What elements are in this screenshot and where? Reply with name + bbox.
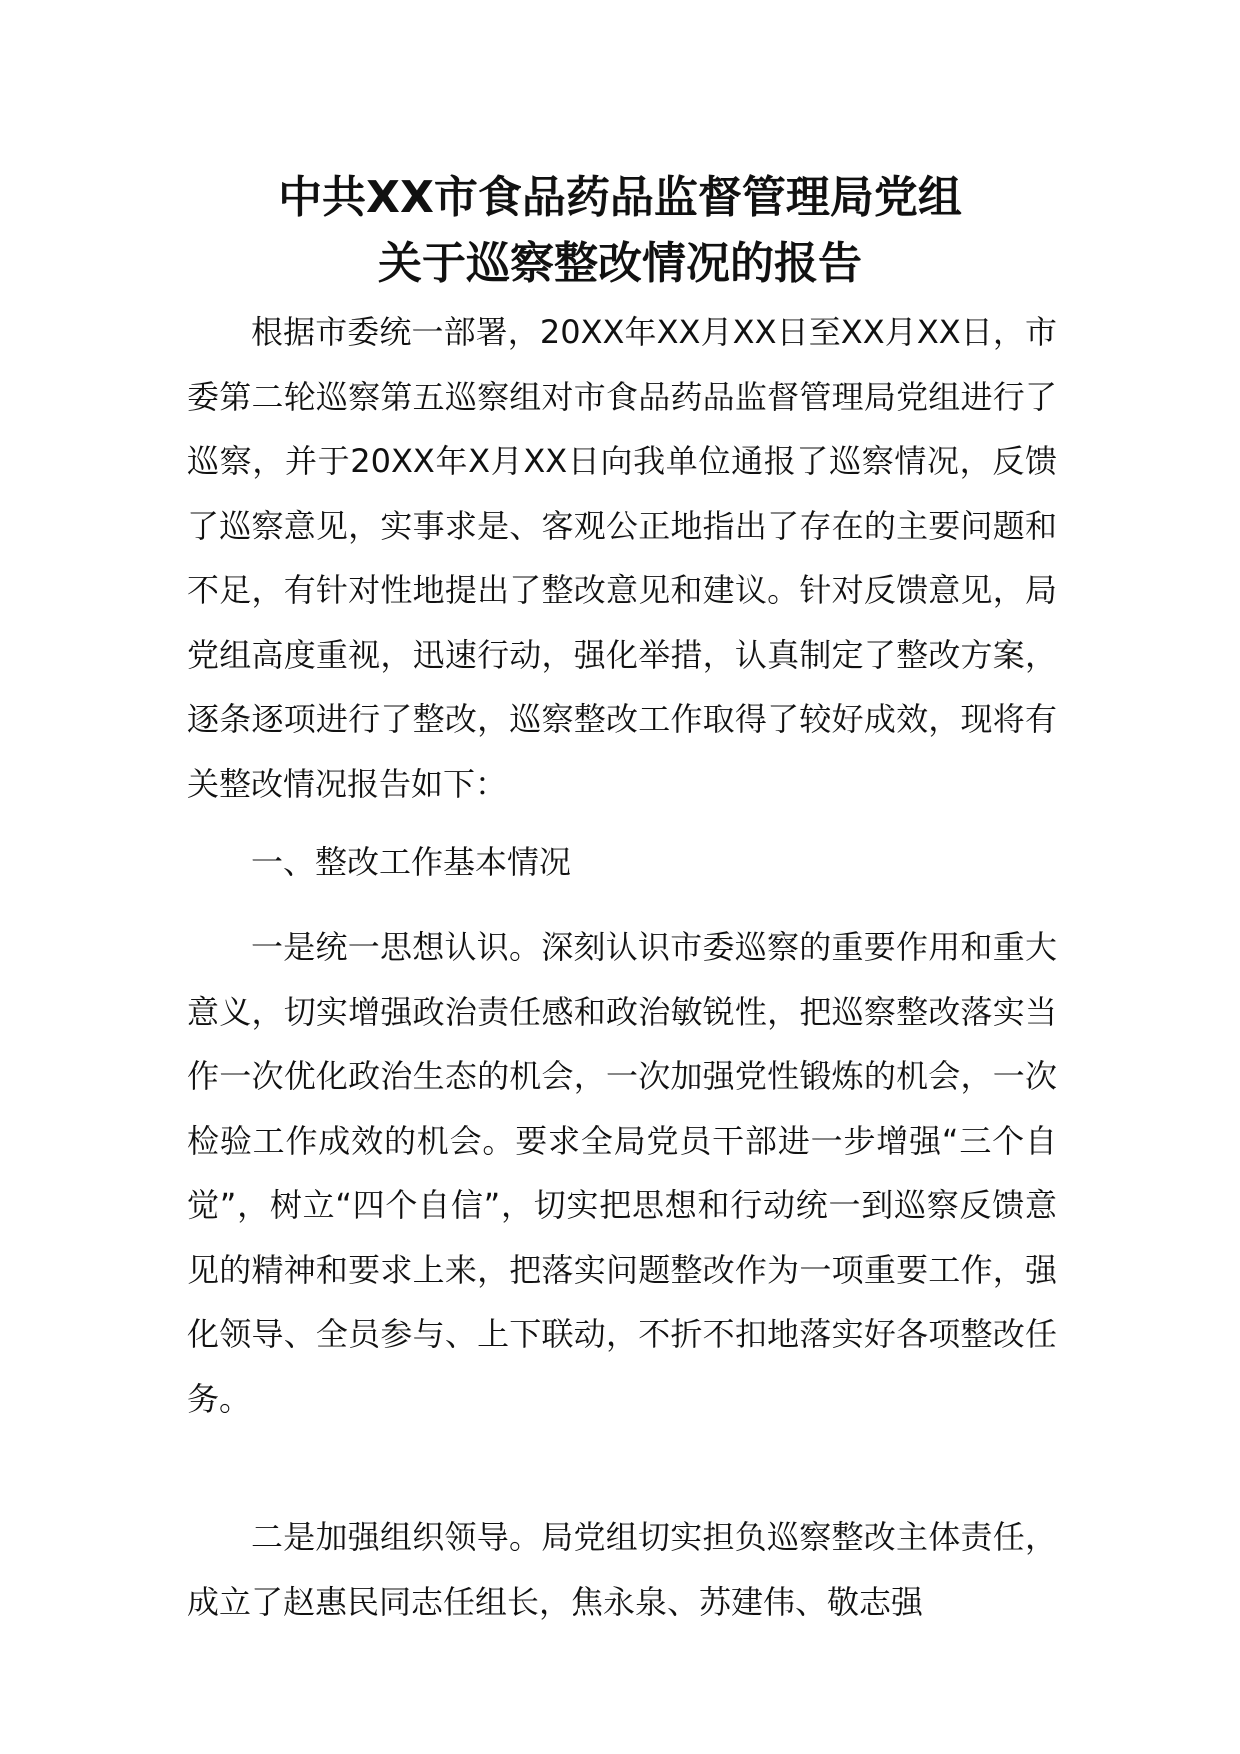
document-title-line-2: 关于巡察整改情况的报告 bbox=[378, 238, 862, 289]
paragraph-strengthen-leadership: 二是加强组织领导。局党组切实担负巡察整改主体责任，成立了赵惠民同志任组长，焦永泉、苏建伟、敬志强 bbox=[187, 1518, 1057, 1621]
section-heading-basic-situation: 一、整改工作基本情况 bbox=[251, 843, 572, 881]
paragraph-unify-thinking: 一是统一思想认识。深刻认识市委巡察的重要作用和重大意义，切实增强政治责任感和政治敏锐性，把巡察整改落实当作一次优化政治生态的机会，一次加强党性锻炼的机会，一次检验工作成效的机会。要求全局党员干部进一步增强“三个自觉”，树立“四个自信”，切实把思想和行动统一到巡察反馈意见的精神和要求上来，把落实问题整改作为一项重要工作，强化领导、全员参与、上下联动，不折不扣地落实好各项整改任务。 bbox=[187, 928, 1057, 1418]
paragraph-introduction: 根据市委统一部署，20XX年XX月XX日至XX月XX日，市委第二轮巡察第五巡察组对市食品药品监督管理局党组进行了巡察，并于20XX年X月XX日向我单位通报了巡察情况，反馈了巡察意见，实事求是、客观公正地指出了存在的主要问题和不足，有针对性地提出了整改意见和建议。针对反馈意见，局党组高度重视，迅速行动，强化举措，认真制定了整改方案，逐条逐项进行了整改，巡察整改工作取得了较好成效，现将有关整改情况报告如下： bbox=[187, 313, 1057, 803]
document-title-line-1: 中共XX市食品药品监督管理局党组 bbox=[278, 172, 962, 223]
